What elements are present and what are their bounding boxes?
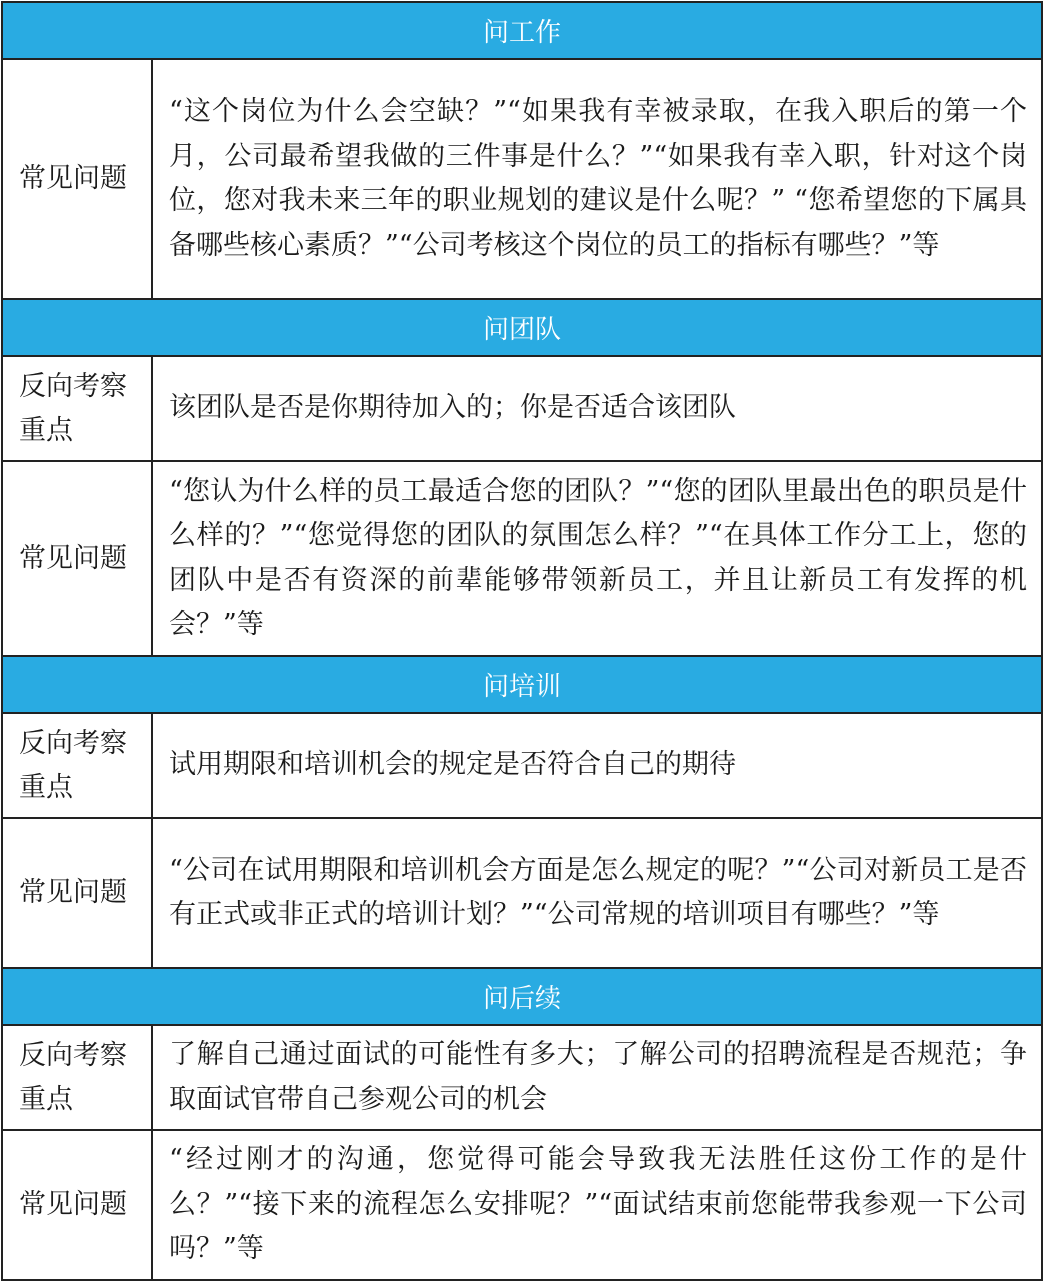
row-content	[153, 819, 1041, 967]
row-label: 反向考察重点	[3, 714, 153, 817]
row-text: 试用期限和培训机会的规定是否符合自己的期待	[169, 749, 736, 781]
row-label: 常见问题	[3, 462, 153, 655]
section-header-work	[3, 3, 1041, 60]
row-content	[153, 1131, 1041, 1279]
section-title: 问培训	[482, 672, 561, 702]
section-header-team	[3, 300, 1041, 357]
table-row-team-common-questions	[3, 462, 1041, 657]
row-content	[153, 357, 1041, 460]
section-title: 问后续	[482, 984, 561, 1014]
row-content	[153, 60, 1041, 298]
table-row-work-common-questions	[3, 60, 1041, 300]
row-label: 常见问题	[3, 819, 153, 967]
row-label: 反向考察重点	[3, 357, 153, 460]
table-row-training-common-questions	[3, 819, 1041, 969]
row-text: “公司在试用期限和培训机会方面是怎么规定的呢？”“公司对新员工是否有正式或非正式的培训计划？”“公司常规的培训项目有哪些？”等	[169, 854, 1027, 930]
table-row-training-focus	[3, 714, 1041, 819]
row-text: 该团队是否是你期待加入的；你是否适合该团队	[169, 392, 736, 424]
table-row-follow-up-focus	[3, 1026, 1041, 1131]
row-content	[153, 1026, 1041, 1129]
table-row-team-focus	[3, 357, 1041, 462]
section-header-training	[3, 657, 1041, 714]
row-text: “您认为什么样的员工最适合您的团队？”“您的团队里最出色的职员是什么样的？”“您觉得您的团队的氛围怎么样？”“在具体工作分工上，您的团队中是否有资深的前辈能够带领新员工，并且让新员工有发挥的机会？”等	[169, 475, 1027, 640]
row-label: 反向考察重点	[3, 1026, 153, 1129]
row-text: “经过刚才的沟通，您觉得可能会导致我无法胜任这份工作的是什么？”“接下来的流程怎么安排呢？”“面试结束前您能带我参观一下公司吗？”等	[169, 1144, 1027, 1265]
row-label: 常见问题	[3, 60, 153, 298]
row-content	[153, 714, 1041, 817]
section-header-follow-up	[3, 969, 1041, 1026]
row-text: “这个岗位为什么会空缺？”“如果我有幸被录取，在我入职后的第一个月，公司最希望我做的三件事是什么？”“如果我有幸入职，针对这个岗位，您对我未来三年的职业规划的建议是什么呢？” “您希望您的下属具备哪些核心素质？”“公司考核这个岗位的员工的指标有哪些？”等	[169, 96, 1027, 261]
section-title: 问工作	[482, 18, 561, 48]
row-label: 常见问题	[3, 1131, 153, 1279]
row-content	[153, 462, 1041, 655]
section-title: 问团队	[482, 315, 561, 345]
interview-questions-table	[1, 1, 1043, 1281]
row-text: 了解自己通过面试的可能性有多大；了解公司的招聘流程是否规范；争取面试官带自己参观公司的机会	[169, 1039, 1027, 1115]
table-row-follow-up-common-questions	[3, 1131, 1041, 1279]
